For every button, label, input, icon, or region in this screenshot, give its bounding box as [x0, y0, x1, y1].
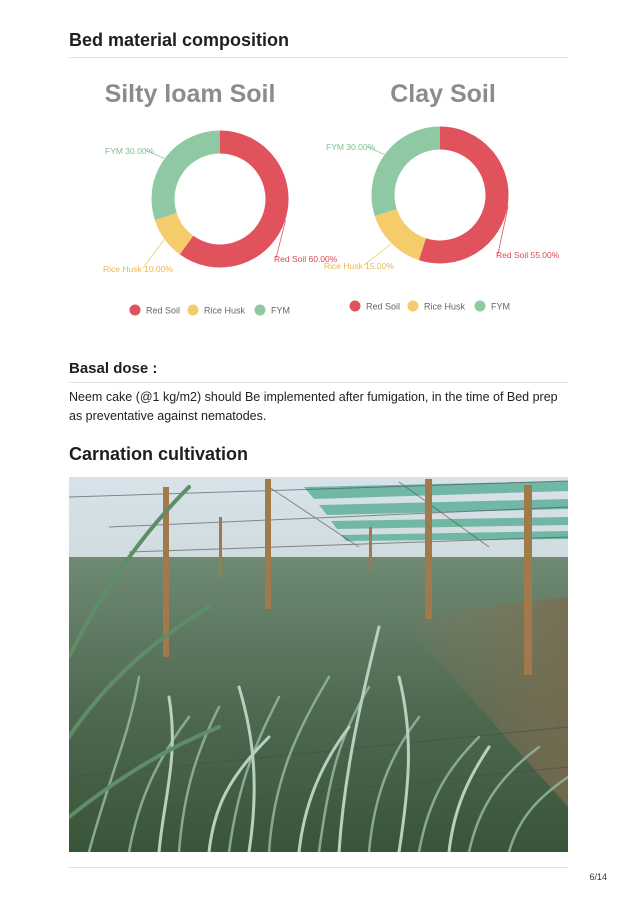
legend-label: Rice Husk — [424, 301, 466, 312]
carnation-greenhouse-photo — [69, 477, 568, 852]
donut-slice-fym — [163, 142, 220, 217]
page-number: 6/14 — [589, 872, 607, 882]
section-heading-basal-dose: Basal dose : — [69, 360, 158, 377]
legend-label: Red Soil — [366, 301, 401, 312]
donut-slice-red-soil — [422, 138, 497, 252]
donut-slice-red-soil — [187, 142, 278, 256]
footer-divider — [69, 867, 568, 868]
slice-label: Rice Husk 10.00% — [103, 264, 173, 274]
legend-label: Rice Husk — [204, 305, 246, 316]
slice-label: FYM 30.00% — [105, 146, 155, 156]
slice-label: Rice Husk 15.00% — [324, 261, 394, 271]
donut-slice-fym — [383, 138, 440, 213]
slice-label: FYM 30.00% — [326, 142, 376, 152]
slice-label: Red Soil 60.00% — [274, 254, 338, 264]
chart-title: Clay Soil — [390, 80, 496, 108]
legend-marker — [255, 305, 266, 316]
slice-label: Red Soil 55.00% — [496, 250, 560, 260]
legend-label: FYM — [271, 305, 290, 316]
legend-marker — [188, 305, 199, 316]
section-heading-carnation: Carnation cultivation — [69, 444, 249, 464]
section-heading-bed-material: Bed material composition — [69, 30, 290, 50]
heading-divider — [69, 57, 568, 58]
basal-divider — [69, 382, 568, 383]
basal-dose-text: Neem cake (@1 kg/m2) should Be implemented after fumigation, in the time of Bed prep as preventative against nematodes. — [69, 390, 558, 423]
legend-marker — [408, 301, 419, 312]
legend-marker — [350, 301, 361, 312]
legend-label: FYM — [491, 301, 510, 312]
legend-marker — [130, 305, 141, 316]
donut-slice-rice-husk — [386, 213, 423, 250]
donut-charts — [69, 66, 568, 326]
donut-slice-rice-husk — [166, 217, 187, 246]
legend-marker — [475, 301, 486, 312]
legend-label: Red Soil — [146, 305, 181, 316]
chart-title: Silty loam Soil — [104, 80, 276, 108]
